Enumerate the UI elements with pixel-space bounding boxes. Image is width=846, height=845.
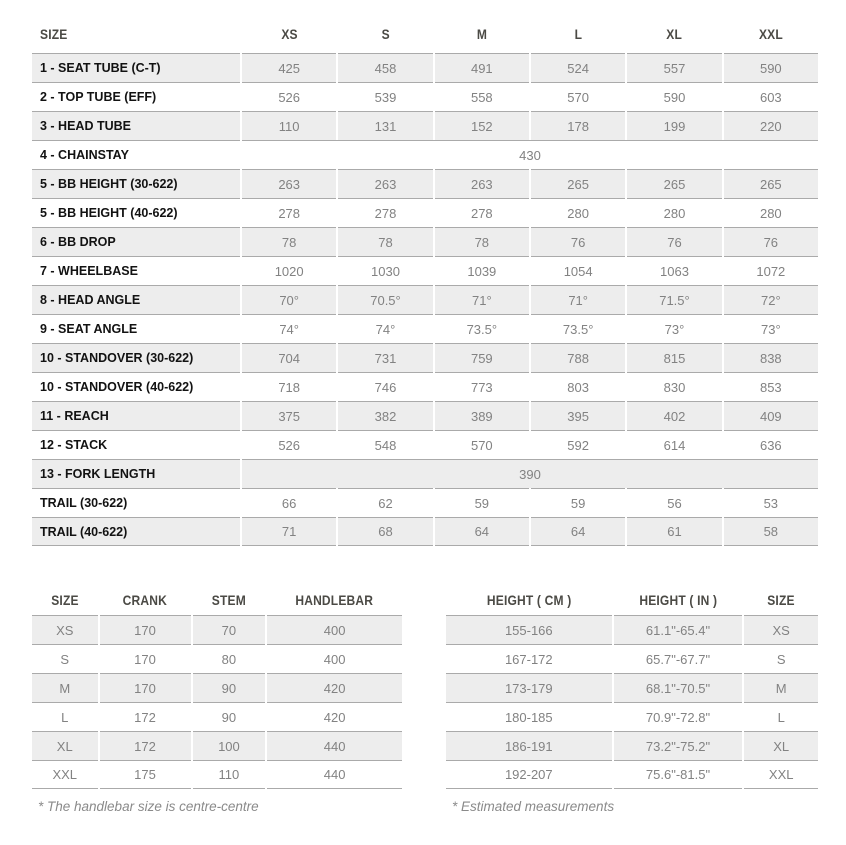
geometry-row-label: 13 - FORK LENGTH — [32, 459, 240, 488]
table-row — [446, 760, 818, 789]
geometry-row-value: 265 — [724, 169, 818, 198]
geometry-row-value: 73° — [627, 314, 721, 343]
table-row — [32, 343, 818, 372]
column-header-xxl — [724, 14, 818, 53]
geometry-row-value: 526 — [242, 430, 336, 459]
geometry-row-value: 1072 — [724, 256, 818, 285]
handlebar-footnote: * The handlebar size is centre-centre — [38, 799, 259, 814]
components-cell: XXL — [32, 760, 98, 789]
table-row — [32, 372, 818, 401]
geometry-row-value: 592 — [531, 430, 625, 459]
rider-height-cell: 180-185 — [446, 702, 612, 731]
column-header-size — [32, 14, 240, 53]
components-cell: 400 — [267, 615, 402, 644]
geometry-row-value: 61 — [627, 517, 721, 546]
geometry-row-value: 263 — [435, 169, 529, 198]
table-row — [32, 111, 818, 140]
measurements-footnote: * Estimated measurements — [452, 799, 615, 814]
geometry-row-value: 280 — [627, 198, 721, 227]
geometry-row-label: TRAIL (40-622) — [32, 517, 240, 546]
geometry-row-label: 10 - STANDOVER (40-622) — [32, 372, 240, 401]
table-row — [32, 169, 818, 198]
rider-height-section — [444, 585, 820, 814]
geometry-row-value: 746 — [338, 372, 432, 401]
geometry-row-value: 425 — [242, 53, 336, 82]
geometry-row-value: 278 — [242, 198, 336, 227]
geometry-row-value: 62 — [338, 488, 432, 517]
column-header-m — [435, 14, 529, 53]
table-row — [32, 256, 818, 285]
geometry-row-label: 5 - BB HEIGHT (30-622) — [32, 169, 240, 198]
column-header-height-in — [614, 585, 743, 615]
geometry-table-head — [32, 14, 818, 53]
rider-height-cell: L — [744, 702, 818, 731]
geometry-row-label: 10 - STANDOVER (30-622) — [32, 343, 240, 372]
table-row — [446, 644, 818, 673]
geometry-row-value: 614 — [627, 430, 721, 459]
geometry-row-value: 409 — [724, 401, 818, 430]
table-row — [32, 673, 402, 702]
table-row — [446, 731, 818, 760]
geometry-row-label: 8 - HEAD ANGLE — [32, 285, 240, 314]
geometry-row-value: 718 — [242, 372, 336, 401]
components-cell: M — [32, 673, 98, 702]
geometry-row-value: 76 — [627, 227, 721, 256]
geometry-row-value: 1063 — [627, 256, 721, 285]
geometry-row-value: 590 — [724, 53, 818, 82]
rider-height-cell: 167-172 — [446, 644, 612, 673]
components-cell: 90 — [193, 673, 266, 702]
rider-height-cell: XS — [744, 615, 818, 644]
column-header-label: XS — [280, 25, 298, 42]
geometry-row-value: 220 — [724, 111, 818, 140]
components-cell: 420 — [267, 673, 402, 702]
geometry-row-value: 280 — [531, 198, 625, 227]
geometry-row-value: 73.5° — [435, 314, 529, 343]
components-cell: 440 — [267, 731, 402, 760]
geometry-row-value: 68 — [338, 517, 432, 546]
geometry-row-value: 278 — [435, 198, 529, 227]
table-row — [32, 731, 402, 760]
geometry-row-value: 375 — [242, 401, 336, 430]
geometry-row-value: 72° — [724, 285, 818, 314]
components-table-head — [32, 585, 402, 615]
components-cell: 100 — [193, 731, 266, 760]
components-cell: 70 — [193, 615, 266, 644]
geometry-row-label: 3 - HEAD TUBE — [32, 111, 240, 140]
components-cell: 170 — [100, 673, 191, 702]
geometry-row-value: 430 — [242, 140, 818, 169]
column-header-label: M — [476, 25, 487, 42]
components-section — [30, 585, 404, 814]
geometry-row-value: 382 — [338, 401, 432, 430]
geometry-row-value: 390 — [242, 459, 818, 488]
column-header-label: XXL — [758, 25, 783, 42]
geometry-row-value: 70° — [242, 285, 336, 314]
geometry-row-value: 58 — [724, 517, 818, 546]
column-header-stem — [193, 585, 266, 615]
column-header-crank — [100, 585, 191, 615]
table-row — [32, 459, 818, 488]
rider-height-cell: 73.2"-75.2" — [614, 731, 743, 760]
components-cell: S — [32, 644, 98, 673]
table-row — [32, 314, 818, 343]
geometry-row-value: 570 — [435, 430, 529, 459]
geometry-row-value: 199 — [627, 111, 721, 140]
rider-height-cell: XL — [744, 731, 818, 760]
components-cell: 175 — [100, 760, 191, 789]
geometry-row-value: 152 — [435, 111, 529, 140]
geometry-row-value: 636 — [724, 430, 818, 459]
rider-height-cell: 70.9"-72.8" — [614, 702, 743, 731]
rider-height-cell: XXL — [744, 760, 818, 789]
column-header-label: SIZE — [51, 592, 79, 608]
components-cell: 420 — [267, 702, 402, 731]
geometry-row-value: 70.5° — [338, 285, 432, 314]
geometry-row-value: 830 — [627, 372, 721, 401]
components-cell: 90 — [193, 702, 266, 731]
geometry-row-value: 402 — [627, 401, 721, 430]
rider-height-cell: 65.7"-67.7" — [614, 644, 743, 673]
geometry-row-value: 458 — [338, 53, 432, 82]
table-row — [32, 615, 402, 644]
geometry-row-value: 773 — [435, 372, 529, 401]
column-header-label: STEM — [211, 592, 246, 608]
geometry-row-value: 539 — [338, 82, 432, 111]
column-header-label: L — [574, 25, 582, 42]
rider-height-table-head — [446, 585, 818, 615]
components-table — [30, 585, 404, 789]
geometry-row-value: 64 — [435, 517, 529, 546]
geometry-row-value: 178 — [531, 111, 625, 140]
column-header-label: SIZE — [40, 25, 68, 42]
geometry-row-value: 78 — [338, 227, 432, 256]
components-cell: 400 — [267, 644, 402, 673]
geometry-row-value: 838 — [724, 343, 818, 372]
table-row — [32, 488, 818, 517]
geometry-row-value: 71° — [531, 285, 625, 314]
geometry-row-value: 803 — [531, 372, 625, 401]
geometry-row-value: 59 — [435, 488, 529, 517]
geometry-row-value: 64 — [531, 517, 625, 546]
geometry-row-value: 74° — [338, 314, 432, 343]
rider-height-header-row — [446, 585, 818, 615]
column-header-label: S — [381, 25, 390, 42]
geometry-row-label: 12 - STACK — [32, 430, 240, 459]
components-cell: 172 — [100, 702, 191, 731]
table-row — [32, 702, 402, 731]
rider-height-cell: 155-166 — [446, 615, 612, 644]
geometry-row-label: 6 - BB DROP — [32, 227, 240, 256]
table-row — [32, 82, 818, 111]
geometry-row-value: 570 — [531, 82, 625, 111]
table-row — [32, 644, 402, 673]
geometry-row-value: 110 — [242, 111, 336, 140]
column-header-size — [32, 585, 98, 615]
geometry-row-value: 788 — [531, 343, 625, 372]
geometry-row-value: 389 — [435, 401, 529, 430]
table-row — [32, 198, 818, 227]
geometry-row-value: 263 — [242, 169, 336, 198]
geometry-row-label: 2 - TOP TUBE (EFF) — [32, 82, 240, 111]
table-row — [32, 227, 818, 256]
geometry-row-value: 265 — [531, 169, 625, 198]
geometry-row-value: 59 — [531, 488, 625, 517]
column-header-label: HANDLEBAR — [295, 592, 374, 608]
rider-height-cell: 186-191 — [446, 731, 612, 760]
column-header-height-cm — [446, 585, 612, 615]
rider-height-cell: 173-179 — [446, 673, 612, 702]
geometry-row-label: 7 - WHEELBASE — [32, 256, 240, 285]
components-header-row — [32, 585, 402, 615]
geometry-header-row — [32, 14, 818, 53]
rider-height-cell: 192-207 — [446, 760, 612, 789]
geometry-row-value: 557 — [627, 53, 721, 82]
rider-height-table-body — [446, 615, 818, 789]
rider-height-cell: S — [744, 644, 818, 673]
rider-height-cell: 61.1"-65.4" — [614, 615, 743, 644]
table-row — [32, 53, 818, 82]
geometry-row-value: 76 — [531, 227, 625, 256]
column-header-l — [531, 14, 625, 53]
geometry-row-label: 5 - BB HEIGHT (40-622) — [32, 198, 240, 227]
geometry-row-value: 1054 — [531, 256, 625, 285]
geometry-row-label: 4 - CHAINSTAY — [32, 140, 240, 169]
geometry-row-value: 590 — [627, 82, 721, 111]
geometry-row-value: 78 — [242, 227, 336, 256]
geometry-row-label: 11 - REACH — [32, 401, 240, 430]
column-header-size — [744, 585, 818, 615]
geometry-row-value: 265 — [627, 169, 721, 198]
geometry-row-value: 71.5° — [627, 285, 721, 314]
rider-height-table — [444, 585, 820, 789]
column-header-label: SIZE — [767, 592, 795, 608]
geometry-row-value: 524 — [531, 53, 625, 82]
geometry-row-value: 526 — [242, 82, 336, 111]
column-header-label: HEIGHT ( IN ) — [639, 592, 717, 608]
components-cell: 440 — [267, 760, 402, 789]
geometry-row-value: 71 — [242, 517, 336, 546]
geometry-row-value: 704 — [242, 343, 336, 372]
geometry-row-value: 491 — [435, 53, 529, 82]
geometry-row-value: 1020 — [242, 256, 336, 285]
geometry-row-value: 558 — [435, 82, 529, 111]
table-row — [446, 702, 818, 731]
table-row — [32, 430, 818, 459]
components-cell: XL — [32, 731, 98, 760]
rider-height-cell: M — [744, 673, 818, 702]
geometry-row-value: 548 — [338, 430, 432, 459]
components-table-body — [32, 615, 402, 789]
geometry-table — [30, 14, 820, 546]
table-row — [32, 140, 818, 169]
geometry-row-value: 53 — [724, 488, 818, 517]
geometry-row-value: 1039 — [435, 256, 529, 285]
column-header-label: XL — [666, 25, 683, 42]
geometry-row-label: 9 - SEAT ANGLE — [32, 314, 240, 343]
geometry-row-value: 74° — [242, 314, 336, 343]
geometry-row-value: 73° — [724, 314, 818, 343]
table-row — [32, 517, 818, 546]
components-cell: 110 — [193, 760, 266, 789]
geometry-row-value: 759 — [435, 343, 529, 372]
geometry-row-value: 731 — [338, 343, 432, 372]
geometry-row-value: 78 — [435, 227, 529, 256]
table-row — [32, 760, 402, 789]
components-cell: 170 — [100, 615, 191, 644]
rider-height-cell: 75.6"-81.5" — [614, 760, 743, 789]
column-header-xs — [242, 14, 336, 53]
column-header-handlebar — [267, 585, 402, 615]
table-row — [32, 401, 818, 430]
geometry-row-value: 853 — [724, 372, 818, 401]
geometry-row-value: 278 — [338, 198, 432, 227]
table-row — [32, 285, 818, 314]
table-row — [446, 673, 818, 702]
components-cell: 80 — [193, 644, 266, 673]
geometry-row-value: 280 — [724, 198, 818, 227]
geometry-row-value: 76 — [724, 227, 818, 256]
geometry-row-value: 603 — [724, 82, 818, 111]
geometry-row-value: 395 — [531, 401, 625, 430]
column-header-label: CRANK — [122, 592, 168, 608]
geometry-row-value: 56 — [627, 488, 721, 517]
bottom-tables — [30, 585, 820, 814]
rider-height-cell: 68.1"-70.5" — [614, 673, 743, 702]
components-cell: XS — [32, 615, 98, 644]
column-header-xl — [627, 14, 721, 53]
table-row — [446, 615, 818, 644]
geometry-row-value: 815 — [627, 343, 721, 372]
geometry-row-value: 1030 — [338, 256, 432, 285]
components-cell: 172 — [100, 731, 191, 760]
geometry-row-value: 73.5° — [531, 314, 625, 343]
components-cell: 170 — [100, 644, 191, 673]
geometry-row-value: 66 — [242, 488, 336, 517]
column-header-label: HEIGHT ( CM ) — [486, 592, 572, 608]
geometry-row-label: 1 - SEAT TUBE (C-T) — [32, 53, 240, 82]
geometry-table-body — [32, 53, 818, 546]
geometry-row-value: 71° — [435, 285, 529, 314]
geometry-row-value: 131 — [338, 111, 432, 140]
geometry-row-label: TRAIL (30-622) — [32, 488, 240, 517]
components-cell: L — [32, 702, 98, 731]
column-header-s — [338, 14, 432, 53]
geometry-row-value: 263 — [338, 169, 432, 198]
